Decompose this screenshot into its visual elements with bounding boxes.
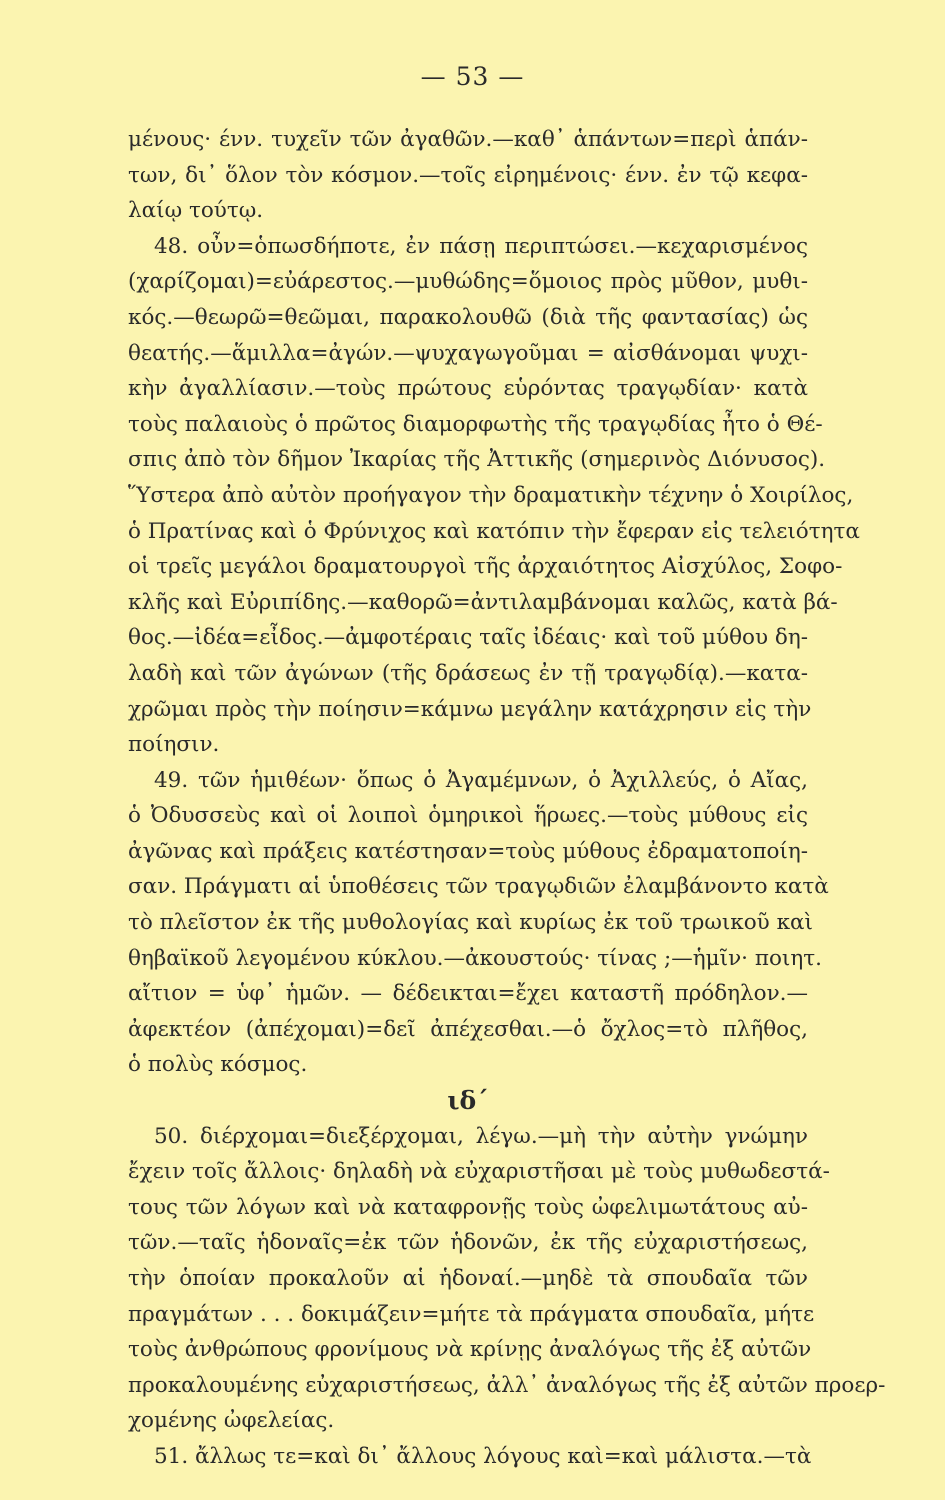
page-number: — 53 — [420,62,525,91]
text-line: μένους· ένν. τυχεῖν τῶν ἀγαθῶν.—καθ᾿ ἁπάντων=περὶ ἁπάν- [128,127,808,152]
text-line: ποίησιν. [128,732,220,758]
body-text [128,122,886,1475]
text-line: αἴτιον = ὑφ᾿ ἡμῶν. — δέδεικται=ἔχει καταστῆ πρόδηλον.— [128,981,808,1007]
text-line: πραγμάτων . . . δοκιμάζειν=μήτε τὰ πράγματα σπουδαῖα, μήτε [128,1301,815,1327]
text-line: θηβαϊκοῦ λεγομένου κύκλου.—ἀκουστούς· τίνας ;—ἡμῖν· ποιητ. [128,945,822,971]
text-line: τους τῶν λόγων καὶ νὰ καταφρονῇς τοὺς ὠφελιμωτάτους αὐ- [128,1194,808,1220]
text-line: χομένης ὠφελείας. [128,1408,335,1434]
text-line: χρῶμαι πρὸς τὴν ποίησιν=κάμνω μεγάλην κατάχρησιν εἰς τὴν [128,696,812,722]
text-line: ὁ Πρατίνας καὶ ὁ Φρύνιχος καὶ κατόπιν τὴν ἔφεραν εἰς τελειότητα [128,518,860,544]
text-line: Ὕστερα ἀπὸ αὐτὸν προήγαγον τὴν δραματικὴν τέχνην ὁ Χοιρίλος, [128,482,854,508]
text-line: 49. τῶν ἡμιθέων· ὅπως ὁ Ἀγαμέμνων, ὁ Ἀχιλλεύς, ὁ Αἴας, [154,767,808,793]
text-line: λαδὴ καὶ τῶν ἀγώνων (τῆς δράσεως ἐν τῇ τραγῳδίᾳ).—κατα- [128,660,808,686]
text-line: κὴν ἀγαλλίασιν.—τοὺς πρώτους εὑρόντας τραγῳδίαν· κατὰ [128,376,808,402]
text-line: οἱ τρεῖς μεγάλοι δραματουργοὶ τῆς ἀρχαιότητος Αἰσχύλος, Σοφο- [128,554,843,580]
text-line: 51. ἄλλως τε=καὶ δι᾿ ἄλλους λόγους καὶ=καὶ μάλιστα.—τὰ [154,1443,812,1469]
text-line: θεατής.—ἅμιλλα=ἀγών.—ψυχαγωγοῦμαι = αἰσθάνομαι ψυχι- [128,340,808,366]
text-line: σαν. Πράγματι αἱ ὑποθέσεις τῶν τραγῳδιῶν ἐλαμβάνοντο κατὰ [128,874,829,900]
text-line: 48. οὖν=ὁπωσδήποτε, ἐν πάσῃ περιπτώσει.—κεχαρισμένος [154,233,808,259]
text-line: κλῆς καὶ Εὐριπίδης.—καθορῶ=ἀντιλαμβάνομαι καλῶς, κατὰ βά- [128,589,838,615]
text-line: λαίῳ τούτῳ. [128,198,264,224]
text-line: θος.—ἰδέα=εἶδος.—ἀμφοτέραις ταῖς ἰδέαις· καὶ τοῦ μύθου δη- [128,625,808,651]
text-line: ἔχειν τοῖς ἄλλοις· δηλαδὴ νὰ εὐχαριστῆσαι μὲ τοὺς μυθωδεστά- [128,1159,830,1185]
text-line: τὸ πλεῖστον ἐκ τῆς μυθολογίας καὶ κυρίως ἐκ τοῦ τρωικοῦ καὶ [128,910,813,936]
text-line: προκαλουμένης εὐχαριστήσεως, ἀλλ᾿ ἀναλόγως τῆς ἐξ αὐτῶν προερ- [128,1372,886,1398]
text-line: τῶν.—ταῖς ἡδοναῖς=ἐκ τῶν ἡδονῶν, ἐκ τῆς εὐχαριστήσεως, [128,1230,808,1256]
text-line: τοὺς παλαιοὺς ὁ πρῶτος διαμορφωτὴς τῆς τραγῳδίας ἦτο ὁ Θέ- [128,411,823,437]
text-line: τοὺς ἀνθρώπους φρονίμους νὰ κρίνῃς ἀναλόγως τῆς ἐξ αὐτῶν [128,1337,812,1363]
text-line: 50. διέρχομαι=διεξέρχομαι, λέγω.—μὴ τὴν αὐτὴν γνώμην [154,1123,808,1149]
text-line: κός.—θεωρῶ=θεῶμαι, παρακολουθῶ (διὰ τῆς φαντασίας) ὡς [128,304,808,330]
text-line: των, δι᾿ ὅλον τὸν κόσμον.—τοῖς εἰρημένοις· ένν. ἐν τῷ κεφα- [128,162,808,188]
text-line: ὁ πολὺς κόσμος. [128,1052,308,1078]
text-line: ὁ Ὀδυσσεὺς καὶ οἱ λοιποὶ ὁμηρικοὶ ἥρωες.—τοὺς μύθους εἰς [128,803,808,829]
text-line: (χαρίζομαι)=εὐάρεστος.—μυθώδης=ὅμοιος πρὸς μῦθον, μυθι- [128,269,808,295]
text-line: τὴν ὁποίαν προκαλοῦν αἱ ἡδοναί.—μηδὲ τὰ σπουδαῖα τῶν [128,1266,808,1291]
section-heading: ιδ΄ [447,1086,489,1116]
text-line: ἀφεκτέον (ἀπέχομαι)=δεῖ ἀπέχεσθαι.—ὁ ὄχλος=τὸ πλῆθος, [128,1016,808,1042]
text-line: ἀγῶνας καὶ πράξεις κατέστησαν=τοὺς μύθους ἐδραματοποίη- [128,838,808,864]
text-line: σπις ἀπὸ τὸν δῆμον Ἰκαρίας τῆς Ἀττικῆς (σημερινὸς Διόνυσος). [128,447,826,473]
